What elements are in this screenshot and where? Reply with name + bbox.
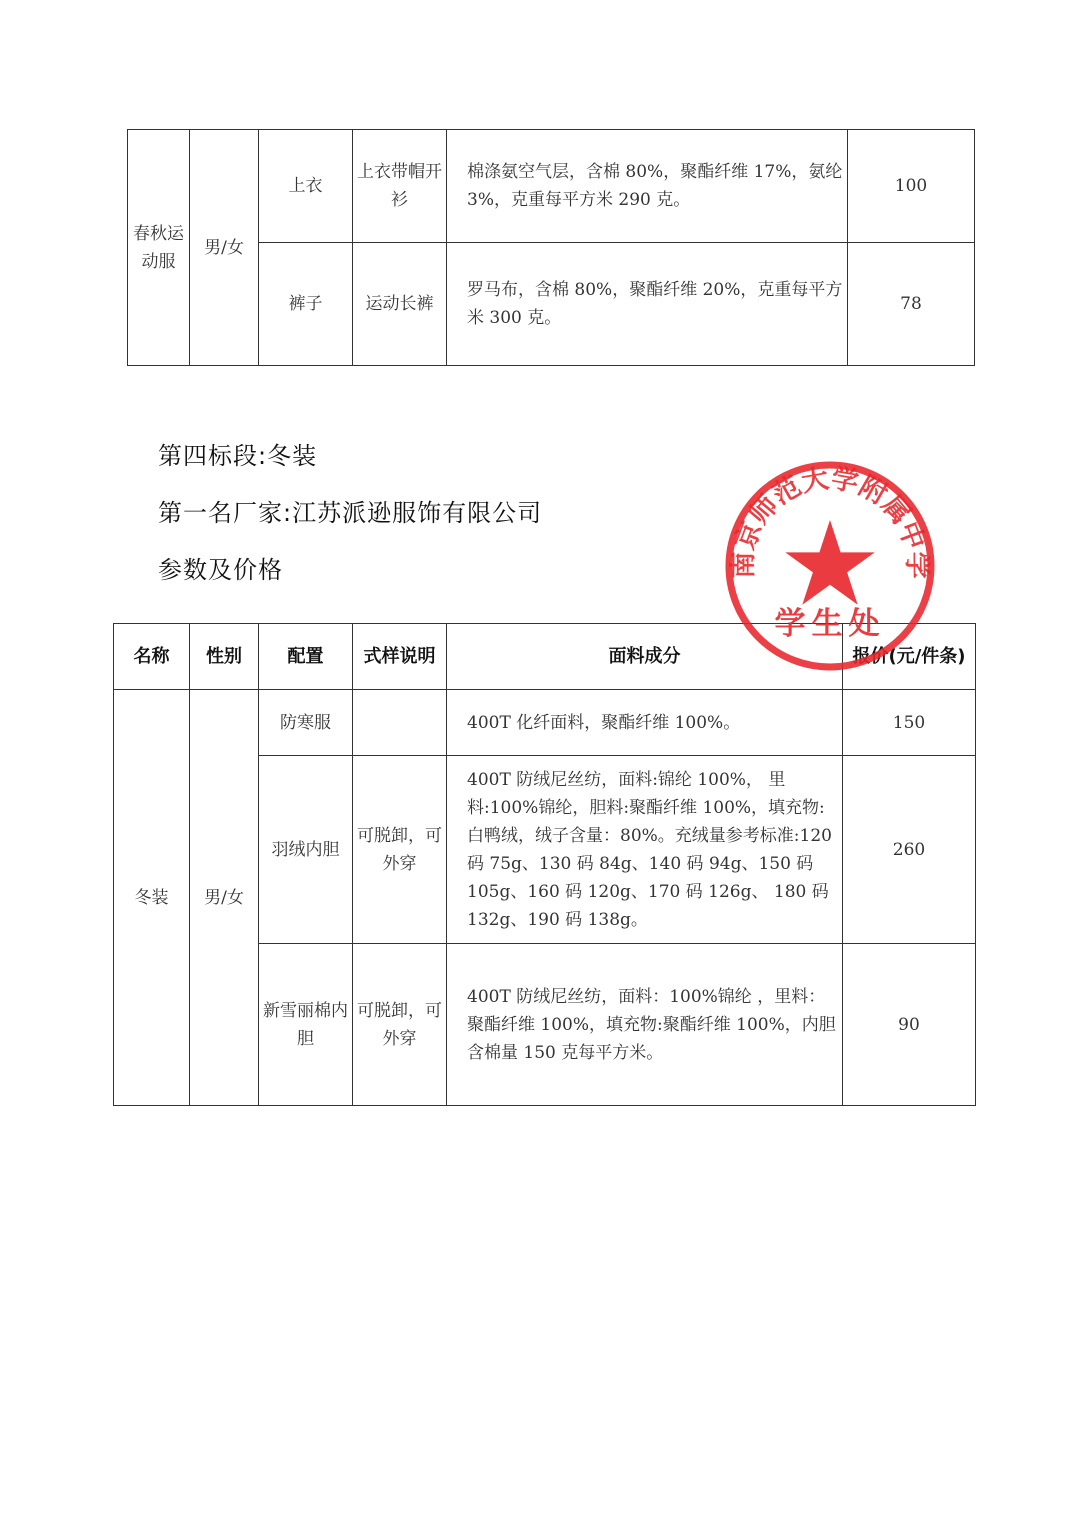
- category-cell: 春秋运动服: [128, 130, 190, 366]
- fabric-cell: 棉涤氨空气层，含棉 80%，聚酯纤维 17%，氨纶 3%，克重每平方米 290 克。: [447, 130, 848, 243]
- price-cell: 90: [843, 944, 976, 1106]
- config-cell: 羽绒内胆: [259, 756, 353, 944]
- header-fabric: 面料成分: [447, 624, 843, 690]
- fabric-cell: 罗马布，含棉 80%，聚酯纤维 20%，克重每平方米 300 克。: [447, 243, 848, 366]
- official-seal: [722, 458, 938, 674]
- header-config: 配置: [259, 624, 353, 690]
- style-cell: 运动长裤: [353, 243, 447, 366]
- gender-cell: 男/女: [190, 690, 259, 1106]
- fabric-cell: 400T 防绒尼丝纺，面料:锦纶 100%， 里料:100%锦纶，胆料:聚酯纤维 100%，填充物:白鸭绒，绒子含量：80%。充绒量参考标准:120 码 75g、130 码 84g、140 码 94g、150 码 105g、160 码 120g、170 码 126g、 180 码 132g、190 码 138g。: [447, 756, 843, 944]
- config-cell: 裤子: [259, 243, 353, 366]
- sportswear-table: [127, 129, 975, 366]
- params-title: 参数及价格: [158, 556, 283, 584]
- config-cell: 防寒服: [259, 690, 353, 756]
- price-cell: 150: [843, 690, 976, 756]
- style-cell: 可脱卸，可外穿: [353, 756, 447, 944]
- price-cell: 100: [848, 130, 975, 243]
- config-cell: 上衣: [259, 130, 353, 243]
- fabric-cell: 400T 化纤面料，聚酯纤维 100%。: [447, 690, 843, 756]
- config-cell: 新雪丽棉内胆: [259, 944, 353, 1106]
- fabric-cell: 400T 防绒尼丝纺，面料：100%锦纶 ，里料：聚酯纤维 100%，填充物:聚酯纤维 100%，内胆含棉量 150 克每平方米。: [447, 944, 843, 1106]
- table-row: [114, 690, 976, 756]
- table-row: [128, 130, 975, 243]
- header-style: 式样说明: [353, 624, 447, 690]
- seal-text-path: 南京师范大学附属中学: [727, 463, 933, 579]
- section-title: 第四标段:冬装: [158, 442, 318, 470]
- seal-star-icon: [785, 520, 874, 605]
- category-cell: 冬装: [114, 690, 190, 1106]
- winter-table: [113, 623, 976, 1106]
- gender-cell: 男/女: [190, 130, 259, 366]
- style-cell: 上衣带帽开衫: [353, 130, 447, 243]
- header-name: 名称: [114, 624, 190, 690]
- style-cell: [353, 690, 447, 756]
- header-gender: 性别: [190, 624, 259, 690]
- vendor-title: 第一名厂家:江苏派逊服饰有限公司: [158, 499, 543, 527]
- price-cell: 78: [848, 243, 975, 366]
- seal-dept: 学生处: [774, 606, 886, 642]
- price-cell: 260: [843, 756, 976, 944]
- style-cell: 可脱卸，可外穿: [353, 944, 447, 1106]
- header-price: 报价(元/件条): [843, 624, 976, 690]
